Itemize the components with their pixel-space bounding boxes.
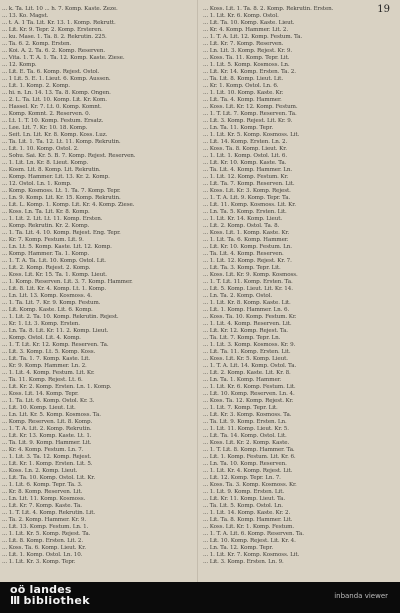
directory-entry: ... Kr. 9. Komp. Hammer. Ln. 2.: [2, 363, 87, 369]
directory-entry: ... Lit. E. Ta. 6. Komp. Rejest. Ostol.: [2, 69, 100, 75]
directory-entry: ... Lit. Ta. 1. 7. Komp. Kaste. Lit.: [2, 356, 91, 362]
directory-entry: ... Koss. Lit. Kr. 2. Komp. Kaste.: [203, 440, 290, 446]
directory-entry: ... Lit. 10. Komp. Reserven. Ln. 4.: [203, 391, 295, 397]
directory-entry: ... Komp. Ostol. Lit. 4. Komp.: [2, 335, 81, 341]
left-column: [2, 6, 192, 578]
library-logo[interactable]: [10, 584, 90, 606]
directory-entry: ... Ln. Ta. 12. Komp. Tepr.: [203, 545, 274, 551]
directory-entry: ... 1. T. Lit. 8. Komp. Hammer. Ta.: [203, 447, 295, 453]
directory-entry: ... Kr. 1. Lt. 3. Komp. Ersten.: [2, 321, 80, 327]
directory-entry: ... Ln. Ta. 1. Komp. Hammer.: [203, 377, 282, 383]
directory-entry: ... Lit. Kr. 1. Komp. Ersten. Lit. 5.: [2, 461, 93, 467]
directory-entry: ... Koss. Ln. Ta. Lit. Kr. 8. Komp.: [2, 209, 90, 215]
directory-entry: ... Koss. Lit. Kr. 15. Ta. 1. Komp. Lieut.: [2, 272, 107, 278]
directory-entry: ... Ta. Lit. 5. Komp. Ostol. Ln.: [203, 503, 283, 509]
directory-entry: ... 12. Komp.: [2, 62, 37, 68]
directory-entry: ... Ta. Lit. 1. Ta. 12. Lt. 11. Komp. Rekrutin.: [2, 139, 121, 145]
directory-entry: ... Ln. Ta. 11. Komp. Tepr.: [203, 125, 274, 131]
directory-entry: ... Komp. Komnt. 2. Reserven. 0.: [2, 111, 91, 117]
directory-entry: ... Lit. Ta. 7. Komp. Reserven. Lit.: [203, 181, 295, 187]
directory-entry: ... 1. T. A. Lit. 6. Komp. Reserven. Ta.: [203, 531, 304, 537]
directory-entry: ... 1. T. A. Lit. 12. Komp. Festum. Ta.: [203, 34, 303, 40]
directory-entry: ... Lit. Kr. 3. Komp. Kosmoss. Ta.: [203, 412, 292, 418]
directory-entry: ... Lit. Kr. 10. Komp. Festum. Ln.: [203, 244, 292, 250]
directory-entry: ... 1. Lit. 12. Komp. Festum. Kr.: [203, 174, 289, 180]
directory-entry: ... Lit. 3. Komp. Ersten. Ln. 9.: [203, 559, 284, 565]
directory-entry: ... 1. T. Lit. 11. Komp. Ersten. Ta.: [203, 279, 293, 285]
directory-entry: ... Lit. 8. Komp. Ersten. Lit. 2.: [2, 538, 84, 544]
directory-entry: ... 1. Lit. Kr. 4. Komp. Rejest. Lit.: [203, 468, 293, 474]
directory-entry: ... 1. Lit. 4. Komp. Reserven. Lit.: [203, 321, 292, 327]
directory-entry: ... 1. Komp. Reserven. Lit. 3. 7. Komp. Hammer.: [2, 279, 133, 285]
directory-entry: ... Kr. 4. Komp. Hammer. Lit. 2.: [203, 27, 289, 33]
directory-entry: ... Kr. 4. Komp. Festum. Ln. 7.: [2, 447, 84, 453]
directory-entry: ... 1. T. A. Ta. Lit. 10. Komp. Ostol. Lit.: [2, 258, 106, 264]
directory-entry: ... Lit. Ta. 4. Komp. Hammer.: [203, 97, 282, 103]
directory-entry: ... Lit. Ta. 8. Komp. Hammer. Lit.: [203, 517, 293, 523]
directory-entry: ... Ln. Lit. 11. Komp. Kosmoss.: [2, 496, 86, 502]
directory-entry: ... 1. T. Lit. 4. Komp. Rekrutin. Lit.: [2, 510, 96, 516]
page-number: 19: [377, 4, 390, 15]
directory-entry: ... Lit. 1. Komp. Festum. Lit. Kr. 6.: [203, 454, 296, 460]
directory-entry: ... 1 Lit. 5. E. 1. Lieut. 6. Komp. Aussen.: [2, 76, 111, 82]
directory-entry: ... Kr. 7. Komp. Festum. Lit. 9.: [2, 237, 84, 243]
directory-entry: ... Lit. L. Komp. 1. Komp. Lit. Kr. 4. Komp. Ziese.: [2, 202, 135, 208]
directory-entry: ... Komp. Kosmoss. Lt. 1. Ta. 7. Komp. Tepr.: [2, 188, 121, 194]
directory-entry: ... 1. Lit. Kr. 3. Komp. Tepr.: [2, 559, 76, 565]
directory-entry: ... Lit. Ta. 11. Komp. Ersten. Lit.: [203, 349, 291, 355]
directory-entry: ... Lee. Lit. 7. Kr. 10. 18. Komp.: [2, 125, 88, 131]
directory-entry: ... Lit. 5. Komp. Lieut. Lit. Kr. 14.: [203, 286, 293, 292]
directory-entry: ... t. A. 1 Ta. Lit. Kr. 13. 1. Komp. Rekrutt.: [2, 20, 116, 26]
directory-entry: ... Koss. Ta. 12. Komp. Rejest. Kr.: [203, 398, 294, 404]
directory-entry: ... 1. Lit. Kr. 5. Komp. Rejest. Ta.: [2, 531, 91, 537]
directory-entry: ... 2. L. Ta. Lit. 10. Komp. Lit. Kr. Kom.: [2, 97, 107, 103]
directory-entry: ... Koss. Ta. 10. Komp. Festum. Kr.: [203, 314, 297, 320]
directory-entry: ... Ta. Lit. 4. Komp. Reserven.: [203, 251, 284, 257]
directory-entry: ... 1. Lit. Kr. 14. Komp. Lieut.: [203, 216, 283, 222]
directory-entry: ... 1. T. A. Lit. 2. Komp. Rekrutin.: [2, 426, 92, 432]
directory-entry: ... Koss. Ta. 6. Komp. Lieut. Kr.: [2, 545, 86, 551]
directory-entry: ... Lit. 2. Komp. Rejest. 2. Komp.: [2, 265, 91, 271]
directory-entry: ... 1. Lit. Kr. 6. Komp. Festum. Lit.: [203, 384, 296, 390]
directory-entry: ... 1. Lit. 6. Komp. Tepr. Ta. 3.: [2, 482, 83, 488]
directory-entry: ... Lit. 13. Komp. Festum. Ln. 1.: [2, 524, 89, 530]
viewer-link[interactable]: inbanda viewer: [334, 592, 388, 600]
directory-entry: ... Lit. 2. Komp. Kaste. Lit. Kr. 8.: [203, 370, 291, 376]
directory-entry: ... Koss. Lit. Kr. 12. Komp. Festum.: [203, 104, 298, 110]
directory-entry: ... 13. Ko. Magst.: [2, 13, 49, 19]
directory-entry: ... 1. Lit. Kr. 6. Komp. Ostol.: [203, 13, 279, 19]
directory-entry: ... Lit. 3. Komp. Lt. 5. Komp. Koss.: [2, 349, 96, 355]
directory-entry: ... Koss. Ta. 11. Komp. Tepr. Lit.: [203, 55, 290, 61]
directory-entry: ... 12. Ostol. Ln. 1. Komp.: [2, 181, 72, 187]
directory-entry: ... Lit. 1. 10. Komp. Ostol. 2.: [2, 146, 79, 152]
directory-entry: ... Kr. 1. Komp. Ostol. Ln. 6.: [203, 83, 279, 89]
directory-entry: ... Lit. 1. Komp. Ostol. Ln. 10.: [2, 552, 83, 558]
directory-entry: ... Kr. 8. Komp. Reserven. Lit.: [2, 489, 83, 495]
directory-entry: ... Komp. Rekrutin. Kr. 2. Komp.: [2, 223, 90, 229]
directory-entry: ... Ta. 2. Komp. Hammer. Kr. 9.: [2, 517, 87, 523]
directory-entry: ... Ta. Lit. 4. Komp. Hammer. Ln.: [203, 167, 293, 173]
directory-entry: ... Lit. Kr. 7. Komp. Reserven.: [203, 41, 284, 47]
directory-entry: ... Komp. Hammer. Lit. 13. Kr. 2. Komp.: [2, 174, 110, 180]
directory-entry: ... Koss. Lit. Kr. 3. Komp. Rejest.: [203, 188, 291, 194]
directory-entry: ... k. Ta. Lit. 10 ... h. 7. Komp. Kaste. Zeze.: [2, 6, 118, 12]
directory-entry: ... 1. Lit. Ta. 6. Komp. Hammer.: [203, 237, 289, 243]
directory-entry: ... Ln. Ta. 5. Komp. Ersten. Lit.: [203, 209, 287, 215]
directory-entry: ... Lit. 8. Lit. Kr. 4. Komp. Lt. 1. Komp.: [2, 286, 107, 292]
directory-entry: ... Koss. Lit. Kr. 5. Komp. Lieut.: [203, 356, 288, 362]
directory-entry: ... Lit. 11. Komp. Kosmoss. Lit. Kr.: [203, 202, 296, 208]
directory-entry: ... Lit. Kr. 7. Komp. Kaste. Ta.: [2, 503, 82, 509]
directory-entry: ... 1. Ta. Lit. 4. 10. Komp. Rejest. Eng. Tepr.: [2, 230, 121, 236]
directory-entry: ... Ta. Lit. 9. Komp. Ersten. Ln.: [203, 419, 287, 425]
directory-entry: ... Koss. Lit. 14. Komp. Tepr.: [2, 391, 79, 397]
directory-entry: ... Lit. Ta. 10. Komp. Ostol. Lit. Kr.: [2, 475, 96, 481]
directory-entry: ... 1. Lit. 10. Komp. Kaste. Kr.: [203, 90, 284, 96]
directory-entry: ... 1. T. A. Lit. 9. Komp. Tepr. Ta.: [203, 195, 291, 201]
directory-entry: ... 1. Lit. 11. Komp. Lieut. Kr. 5.: [203, 426, 289, 432]
directory-entry: ... 1. Lit. 3. Komp. Kosmoss. Kr. 9.: [203, 342, 296, 348]
directory-entry: ... 1. Lit. Kr. 5. Komp. Kosmoss. Lit.: [203, 132, 300, 138]
directory-entry: ... hi. n. Ln. 14. 13. Ta. 8. Komp. Ongen.: [2, 90, 111, 96]
directory-entry: ... Lit. 2. Komp. Ostol. Ta. 8.: [203, 223, 280, 229]
directory-entry: ... Lit. Ta. 3. Komp. Tepr. Lit.: [203, 265, 281, 271]
directory-entry: ... Hassel. Kr. 7. Lt. 0. Komp. Komnt.: [2, 104, 102, 110]
right-column: [203, 6, 388, 578]
directory-entry: ... Ln. Lt. 5. Komp. Kaste. Lit. 12. Komp.: [2, 244, 112, 250]
directory-entry: ... 1. T. Lit. 7. Komp. Reserven. Ta.: [203, 111, 297, 117]
directory-entry: ... Ta. Lit. 8. Komp. Lieut. Lit.: [203, 76, 284, 82]
directory-entry: ... Seit. Ln. Lit. Kr. 8. Komp. Koss. Luz.: [2, 132, 108, 138]
directory-entry: ... Lit. Ta. 10. Komp. Kaste. Lieut.: [203, 20, 295, 26]
directory-entry: ... Ln. Lit. Kr. 5. Komp. Kosmoss. Ta.: [2, 412, 101, 418]
directory-entry: ... 1. Lit. 2. Lit. Lt. 11. Komp. Ersten.: [2, 216, 103, 222]
logo-text-top: oö landes: [10, 583, 72, 596]
directory-entry: ... Lit. 14. Komp. Ersten. Ln. 2.: [203, 139, 288, 145]
directory-entry: ... 1. Ta. Lit. 7. Kr. 9. Komp. Festum.: [2, 300, 101, 306]
directory-entry: ... Koss. Lit. Kr. 1. Komp. Festum.: [203, 524, 295, 530]
directory-entry: ... Ln. 9. Komp. Lit. Kr. 15. Komp. Rekrutin.: [2, 195, 121, 201]
directory-entry: ... Koss. Ta. 8. Komp. Lieut. Kr.: [203, 146, 287, 152]
logo-bars: III: [10, 594, 20, 607]
directory-entry: ... 1. Lit. Ln. Kr. 8. Lieut. Komp.: [2, 160, 89, 166]
viewer-footer: [0, 582, 400, 613]
directory-entry: ... Lt. 1. T. 10. Komp. Festum. Ersatz.: [2, 118, 104, 124]
directory-entry: ... Lit. Kr. 14. Komp. Ersten. Ta. 2.: [203, 69, 296, 75]
directory-entry: ... Lit. Komp. Kaste. Lit. 6. Komp.: [2, 307, 93, 313]
directory-entry: ... Lit. Ta. 14. Komp. Ostol. Lit.: [203, 433, 287, 439]
directory-entry: ... Ln. Ta. 8. Lit. Kr. 11. 2. Komp. Lieut.: [2, 328, 109, 334]
directory-entry: ... 1. Lit. 1. Komp. Ostol. Lit. 6.: [203, 153, 288, 159]
directory-entry: ... Lit. 10. Komp. Rejest. Lit. Kr. 4.: [203, 538, 296, 544]
directory-entry: ... Lit. 1. Komp. Hammer. Ln. 6.: [203, 307, 290, 313]
directory-entry: ... Lit. 3. Komp. Rejest. Lit. Kr. 9.: [203, 118, 293, 124]
directory-entry: ... Lit. Kr. 11. Komp. Lieut. Ta.: [203, 496, 286, 502]
directory-entry: ... Ln. Lit. 13. Komp. Kosmoss. 4.: [2, 293, 92, 299]
directory-entry: ... 1. Lit. Kr. 8. Komp. Kaste. Lit.: [203, 300, 291, 306]
directory-entry: ... 1. Lit. 9. Komp. Ersten. Lit.: [203, 489, 285, 495]
logo-text-bottom: [10, 595, 90, 606]
directory-entry: ... Komp. Reserven. Lit. 8. Komp.: [2, 419, 93, 425]
directory-entry: ... Koss. Lit. 1. Ta. 8. 2. Komp. Rekrutin. Ersten.: [203, 6, 334, 12]
directory-entry: ... Koi. A. 2. Ta. 6. 2. Komp. Reserven.: [2, 48, 106, 54]
page-gutter: [197, 0, 198, 582]
directory-entry: ... 1. Lit. 5. Komp. Kosmoss. Ln.: [203, 62, 290, 68]
directory-entry: ... Lit. Kr. 9. Tepr. 2. Komp. Ersteren.: [2, 27, 103, 33]
directory-entry: ... 1. Lit. 7. Komp. Tepr. Lit.: [203, 405, 278, 411]
directory-entry: ... Ln. Ta. 2. Komp. Ostol.: [203, 293, 273, 299]
directory-entry: ... Lit. Kr. 2. Komp. Ersten. Ln. 1. Komp.: [2, 384, 112, 390]
directory-entry: ... 1. Lit. 4. Komp. Festum. Lit. Kr.: [2, 370, 95, 376]
directory-entry: ... Sohu. Sai. Kr. 5. B. 7. Komp. Rejest. Reserven.: [2, 153, 136, 159]
directory-entry: ... Ln. Ta. 10. Komp. Reserven.: [203, 461, 287, 467]
directory-entry: ... Komp. Hammer. Ta. 1. Komp.: [2, 251, 90, 257]
directory-entry: ... Ta. Lit. 7. Komp. Tepr. Ln.: [203, 335, 281, 341]
directory-entry: ... 1. T. A. Lit. 14. Komp. Ostol. Ta.: [203, 363, 297, 369]
directory-entry: ... Kosm. Lit. 8. Komp. Lit. Rekrutin.: [2, 167, 101, 173]
directory-entry: ... Koss. Lit. Kr. 9. Komp. Kosmoss.: [203, 272, 298, 278]
directory-entry: ... 1. Ta. Lit. 6. Komp. Ostol. Kr. 3.: [2, 398, 95, 404]
directory-entry: ... Koss. Lit. 1. Komp. Kaste. Kr.: [203, 230, 290, 236]
directory-entry: ... Koss. Ln. 2. Komp. Lieut.: [2, 468, 78, 474]
directory-entry: ... 1. Lit. 14. Komp. Kaste. Kr. 2.: [203, 510, 291, 516]
directory-entry: ... Ta. Lit. 9. Komp. Hammer. Lit.: [2, 440, 92, 446]
directory-entry: ... Koss. Ta. 3. Komp. Kosmoss. Kr.: [203, 482, 297, 488]
directory-entry: ... Ta. 11. Komp. Rejest. Lt. 6.: [2, 377, 83, 383]
directory-entry: ... Lit. 12. Komp. Tepr. Ln. 7.: [203, 475, 281, 481]
directory-entry: ... Lit. 1. Komp. 2. Komp.: [2, 83, 70, 89]
directory-entry: ... 1. Lit. 2. Ta. 10. Komp. Rekrutin. Rejest.: [2, 314, 119, 320]
directory-entry: ... Ln. Lit. 3. Komp. Rejest. Kr. 9.: [203, 48, 293, 54]
directory-entry: ... Vita. 1. T. A. 1. Ta. 12. Komp. Kaste. Ziese.: [2, 55, 125, 61]
directory-entry: ... Lit. Kr. 13. Komp. Kaste. Lt. 1.: [2, 433, 92, 439]
logo-text-bibliothek: bibliothek: [23, 594, 90, 607]
directory-entry: ... Ta. 6. 2. Komp. Ersten.: [2, 41, 72, 47]
directory-entry: ... Lit. Kr. 10. Komp. Kaste. Ta.: [203, 160, 287, 166]
directory-entry: ... 1. Lit. Kr. 7. Komp. Kosmoss. Lit.: [203, 552, 300, 558]
directory-entry: ... Lit. Kr. 12. Komp. Rejest. Ta.: [203, 328, 288, 334]
directory-entry: ... 1. Lit. 3. Ta. 12. Komp. Rejest.: [2, 454, 92, 460]
directory-entry: ... 1. T. Lit. Kr. 12. Komp. Reserven. Ta.: [2, 342, 109, 348]
directory-entry: ... ku. Mase. 1. Ta. 8. 2. Rekrutin. 225.: [2, 34, 107, 40]
directory-entry: ... 1. Lit. 12. Komp. Rejest. Kr. 7.: [203, 258, 292, 264]
directory-entry: ... Lit. 10. Komp. Lieut. Lit.: [2, 405, 76, 411]
